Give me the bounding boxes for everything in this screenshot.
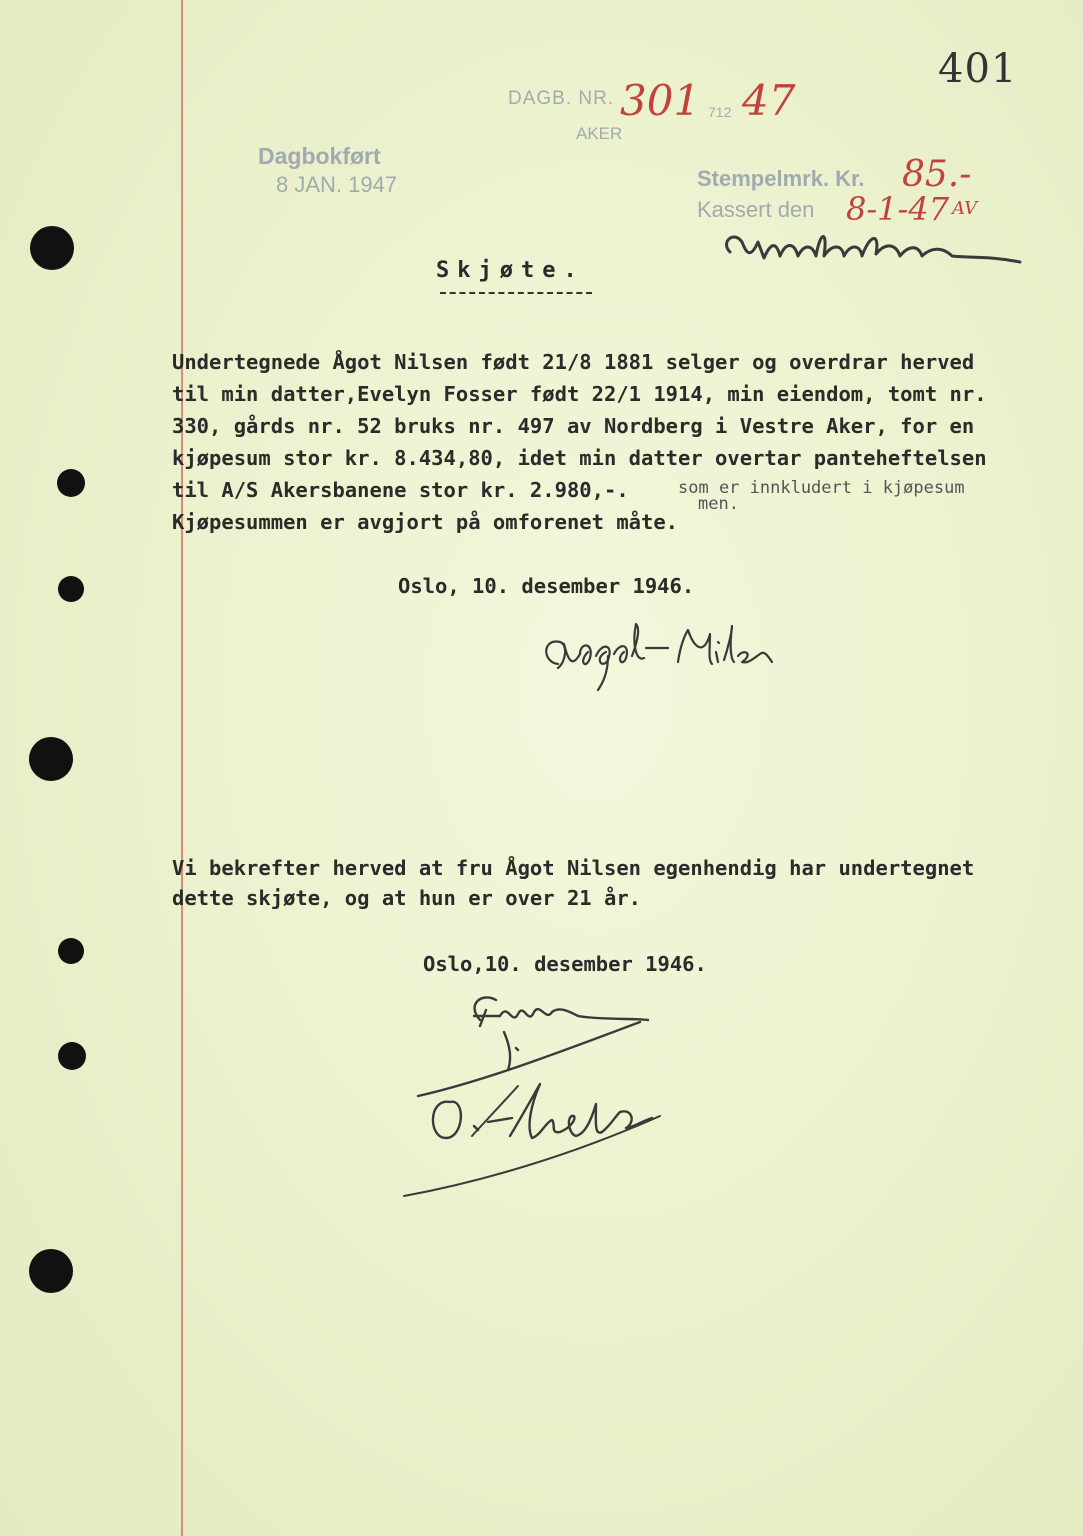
witness-signatures <box>400 986 700 1196</box>
punch-hole <box>58 938 84 964</box>
stamp-duty-value: 85.- <box>902 154 972 195</box>
margin-rule <box>181 0 183 1536</box>
paragraph1-line: Kjøpesummen er avgjort på omforenet måte. <box>172 510 679 534</box>
place-date: Oslo,10. desember 1946. <box>423 952 707 976</box>
inserted-note: men. <box>698 494 739 514</box>
place-date: Oslo, 10. desember 1946. <box>398 574 695 598</box>
paragraph2-line: dette skjøte, og at hun er over 21 år. <box>172 886 641 910</box>
cancelled-date-value: 8-1-47 <box>846 190 950 228</box>
inserted-note: som er innkludert i kjøpesum <box>678 478 965 498</box>
cancelled-date-label: Kassert den <box>697 197 815 222</box>
dagbokfort-stamp: Dagbokført <box>258 143 381 169</box>
diary-number-stamp-label: DAGB. NR. <box>508 88 615 109</box>
dagbokfort-date: 8 JAN. 1947 <box>276 172 398 197</box>
punch-hole <box>29 737 73 781</box>
punch-hole <box>58 1042 86 1070</box>
diary-number-year: 47 <box>742 76 796 125</box>
title-underline <box>440 292 592 294</box>
paragraph1-line: til min datter,Evelyn Fosser født 22/1 1914, min eiendom, tomt nr. <box>172 382 987 406</box>
document-title: Skjøte. <box>436 258 585 283</box>
page-number: 401 <box>938 46 1018 92</box>
diary-stamp-district: AKER <box>576 124 623 143</box>
paragraph1-line: til A/S Akersbanene stor kr. 2.980,-. <box>172 478 629 502</box>
diary-number-code: 712 <box>708 104 732 120</box>
cancelled-initials: AV <box>952 198 978 219</box>
paragraph1-line: Undertegnede Ågot Nilsen født 21/8 1881 selger og overdrar herved <box>172 350 975 374</box>
paragraph2-line: Vi bekrefter herved at fru Ågot Nilsen egenhendig har undertegnet <box>172 856 975 880</box>
paragraph1-line: 330, gårds nr. 52 bruks nr. 497 av Nordberg i Vestre Aker, for en <box>172 414 975 438</box>
diary-number-value: 301 <box>620 76 701 125</box>
punch-hole <box>30 226 74 270</box>
paragraph1-line: kjøpesum stor kr. 8.434,80, idet min datter overtar panteheftelsen <box>172 446 987 470</box>
punch-hole <box>58 576 84 602</box>
clerk-signature <box>720 222 1040 270</box>
punch-hole <box>29 1249 73 1293</box>
seller-signature <box>528 618 788 698</box>
punch-hole <box>57 469 85 497</box>
stamp-duty-label: Stempelmrk. Kr. <box>697 166 865 191</box>
